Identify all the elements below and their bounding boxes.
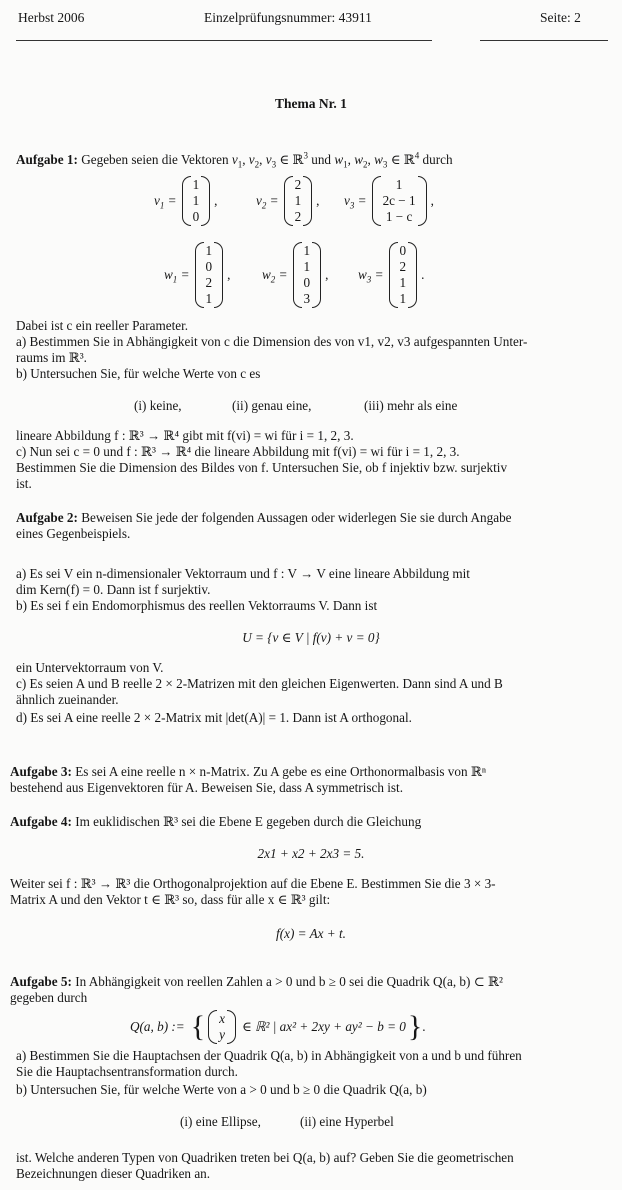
- header-page: Seite: 2: [540, 10, 581, 25]
- task3-line2: bestehend aus Eigenvektoren für A. Beweisen Sie, dass A symmetrisch ist.: [10, 780, 403, 795]
- task2-a-line1: a) Es sei V ein n-dimensionaler Vektorraum und f : V → V eine lineare Abbildung mit: [16, 566, 470, 581]
- task1-a-line1: a) Bestimmen Sie in Abhängigkeit von c die Dimension des von v1, v2, v3 aufgespannten Unter-: [16, 334, 528, 349]
- task5-a-line2: Sie die Hauptachsentransformation durch.: [16, 1064, 238, 1079]
- task1-b-end: lineare Abbildung f : ℝ³ → ℝ⁴ gibt mit f(vi) = wi für i = 1, 2, 3.: [16, 428, 354, 443]
- task2-formula: U = {v ∈ V | f(v) + v = 0}: [242, 630, 380, 645]
- header-rule-right: [480, 40, 608, 41]
- task4-line3: Matrix A und den Vektor t ∈ ℝ³ so, dass für alle x ∈ ℝ³ gilt:: [10, 892, 331, 907]
- task1-c-line2: Bestimmen Sie die Dimension des Bildes von f. Untersuchen Sie, ob f injektiv bzw. surjektiv: [16, 460, 508, 475]
- task5-b-line: b) Untersuchen Sie, für welche Werte von a > 0 und b ≥ 0 die Quadrik Q(a, b): [16, 1082, 427, 1097]
- task2-b-line: b) Es sei f ein Endomorphismus des reellen Vektorraums V. Dann ist: [16, 598, 378, 613]
- task4-equation: 2x1 + x2 + 2x3 = 5.: [257, 846, 365, 861]
- task4-label: Aufgabe 4:: [10, 814, 72, 829]
- set-lhs: Q(a, b) :=: [130, 1019, 185, 1034]
- task5-line1: Aufgabe 5: In Abhängigkeit von reellen Zahlen a > 0 und b ≥ 0 sei die Quadrik Q(a, b) ⊂ ℝ²: [10, 974, 503, 989]
- task2-c-line2: ähnlich zueinander.: [16, 692, 119, 707]
- task5-line2: gegeben durch: [10, 990, 88, 1005]
- task4-formula: f(x) = Ax + t.: [276, 926, 346, 941]
- vector-w3: $w_3$ = 0 2 1 1 .: [358, 243, 425, 306]
- task5-label: Aufgabe 5:: [10, 974, 72, 989]
- task1-c-line1: c) Nun sei c = 0 und f : ℝ³ → ℝ⁴ die lineare Abbildung mit f(vi) = wi für i = 1, 2, 3.: [16, 444, 460, 459]
- exam-page: Herbst 2006 Einzelprüfungsnummer: 43911 Seite: 2 Thema Nr. 1 Aufgabe 1: Gegeben seien die Vektoren $v_1$, $v_2$, $v_3$ ∈ ℝ$^3$ und $w_1$, $w_2$, $w_3$ ∈ ℝ$^4$ durch $v_1$ = 1 1 0 , $v_2$ = 2 1 2 , $v_3$ = 1 2c − 1 1 − c , $w_1$ = 1 0 2 1 , $w_2$ = 1 1 0 3 , $w_3$ = 0 2 1 1 . Dabei ist c ein reeller Parameter. a) Bestimmen Sie in Abhängigkeit von c die Dimension des von v1, v2, v3 aufgespannten Unter- raums im ℝ³. b) Untersuchen Sie, für welche Werte von c es (i) keine, (ii) genau eine, (iii) mehr als eine lineare Abbildung f : ℝ³ → ℝ⁴ gibt mit f(vi) = wi für i = 1, 2, 3. c) Nun sei c = 0 und f : ℝ³ → ℝ⁴ die lineare Abbildung mit f(vi) = wi für i = 1, 2, 3. Bestimmen Sie die Dimension des Bildes von f. Untersuchen Sie, ob f injektiv bzw. surjektiv ist. Aufgabe 2: Beweisen Sie jede der folgenden Aussagen oder widerlegen Sie sie durch Angabe eines Gegenbeispiels. a) Es sei V ein n-dimensionaler Vektorraum und f : V → V eine lineare Abbildung mit dim Kern(f) = 0. Dann ist f surjektiv. b) Es sei f ein Endomorphismus des reellen Vektorraums V. Dann ist U = {v ∈ V | f(v) + v = 0} ein Untervektorraum von V. c) Es seien A und B reelle 2 × 2-Matrizen mit den gleichen Eigenwerten. Dann sind A und B ähnlich zueinander. d) Es sei A eine reelle 2 × 2-Matrix mit |det(A)| = 1. Dann ist A orthogonal. Aufgabe 3: Es sei A eine reelle n × n-Matrix. Zu A gebe es eine Orthonormalbasis von ℝⁿ bestehend aus Eigenvektoren für A. Beweisen Sie, dass A symmetrisch ist. Aufgabe 4: Im euklidischen ℝ³ sei die Ebene E gegeben durch die Gleichung 2x1 + x2 + 2x3 = 5. Weiter sei f : ℝ³ → ℝ³ die Orthogonalprojektion auf die Ebene E. Bestimmen Sie die 3 × 3- Matrix A und den Vektor t ∈ ℝ³ so, dass für alle x ∈ ℝ³ gilt: f(x) = Ax + t. Aufgabe 5: In Abhängigkeit von reellen Zahlen a > 0 und b ≥ 0 sei die Quadrik Q(a, b) ⊂ ℝ² gegeben durch Q(a, b) := { x y ∈ ℝ² | ax² + 2xy + ay² − b = 0 } . a) Bestimmen Sie die Hauptachsen der Quadrik Q(a, b) in Abhängigkeit von a und b und führen Sie die Hauptachsentransformation durch. b) Untersuchen Sie, für welche Werte von a > 0 und b ≥ 0 die Quadrik Q(a, b) (i) eine Ellipse, (ii) eine Hyperbel ist. Welche anderen Typen von Quadriken treten bei Q(a, b) auf? Geben Sie die geometrischen Bezeichnungen dieser Quadriken an.: [0, 0, 622, 1190]
- vector-v1: $v_1$ = 1 1 0 ,: [154, 177, 218, 224]
- task1-a-line2: raums im ℝ³.: [16, 350, 87, 365]
- task1-param: Dabei ist c ein reeller Parameter.: [16, 318, 189, 333]
- task5-a-line1: a) Bestimmen Sie die Hauptachsen der Quadrik Q(a, b) in Abhängigkeit von a und b und führen: [16, 1048, 522, 1063]
- header-term: Herbst 2006: [18, 10, 85, 25]
- set-condition: ∈ ℝ² | ax² + 2xy + ay² − b = 0: [241, 1019, 406, 1034]
- task4-line1: Aufgabe 4: Im euklidischen ℝ³ sei die Ebene E gegeben durch die Gleichung: [10, 814, 422, 829]
- task1-intro: Aufgabe 1: Gegeben seien die Vektoren $v_1$, $v_2$, $v_3$ ∈ ℝ$^3$ und $w_1$, $w_2$, $w_3$ ∈ ℝ$^4$ durch: [16, 150, 453, 170]
- task1-option-i: (i) keine,: [134, 398, 182, 413]
- task4-line2: Weiter sei f : ℝ³ → ℝ³ die Orthogonalprojektion auf die Ebene E. Bestimmen Sie die 3 × 3-: [10, 876, 496, 891]
- task5-option-i: (i) eine Ellipse,: [180, 1114, 261, 1129]
- task2-b-end: ein Untervektorraum von V.: [16, 660, 164, 675]
- task5-option-ii: (ii) eine Hyperbel: [300, 1114, 394, 1129]
- page-title: Thema Nr. 1: [275, 96, 347, 111]
- task2-label: Aufgabe 2:: [16, 510, 78, 525]
- vector-w1: $w_1$ = 1 0 2 1 ,: [164, 243, 231, 306]
- task3-line1: Aufgabe 3: Es sei A eine reelle n × n-Matrix. Zu A gebe es eine Orthonormalbasis von ℝⁿ: [10, 764, 486, 779]
- task2-c-line1: c) Es seien A und B reelle 2 × 2-Matrizen mit den gleichen Eigenwerten. Dann sind A und B: [16, 676, 503, 691]
- header-exam-number: Einzelprüfungsnummer: 43911: [204, 10, 372, 25]
- task2-a-line2: dim Kern(f) = 0. Dann ist f surjektiv.: [16, 582, 211, 597]
- vector-v3: $v_3$ = 1 2c − 1 1 − c ,: [344, 177, 434, 224]
- task5-end-line1: ist. Welche anderen Typen von Quadriken treten bei Q(a, b) auf? Geben Sie die geometrischen: [16, 1150, 514, 1165]
- task5-end-line2: Bezeichnungen dieser Quadriken an.: [16, 1166, 211, 1181]
- header-rule-left: [16, 40, 432, 41]
- task1-label: Aufgabe 1:: [16, 152, 78, 167]
- vector-v2: $v_2$ = 2 1 2 ,: [256, 177, 320, 224]
- task1-option-iii: (iii) mehr als eine: [364, 398, 458, 413]
- task2-intro: Aufgabe 2: Beweisen Sie jede der folgenden Aussagen oder widerlegen Sie sie durch Angabe: [16, 510, 512, 525]
- task1-option-ii: (ii) genau eine,: [232, 398, 312, 413]
- task3-label: Aufgabe 3:: [10, 764, 72, 779]
- vector-w2: $w_2$ = 1 1 0 3 ,: [262, 243, 329, 306]
- task1-b-line: b) Untersuchen Sie, für welche Werte von c es: [16, 366, 261, 381]
- task2-intro-2: eines Gegenbeispiels.: [16, 526, 131, 541]
- task2-d-line: d) Es sei A eine reelle 2 × 2-Matrix mit |det(A)| = 1. Dann ist A orthogonal.: [16, 710, 412, 725]
- task1-c-line3: ist.: [16, 476, 32, 491]
